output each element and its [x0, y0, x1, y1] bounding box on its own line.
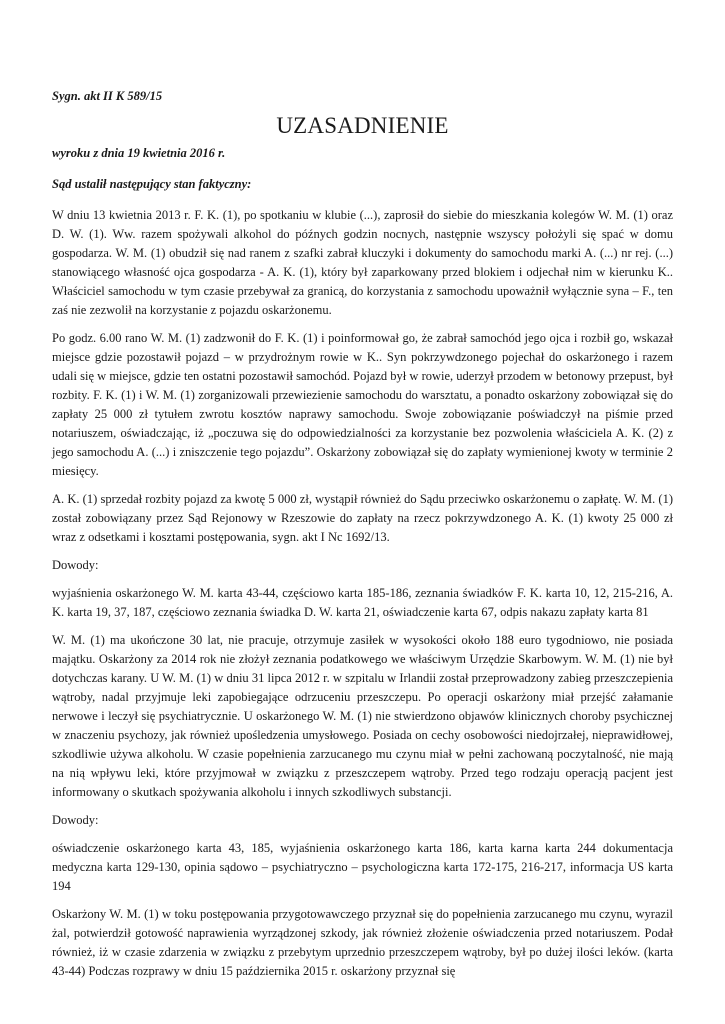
- paragraph-defendant: W. M. (1) ma ukończone 30 lat, nie pracuje, otrzymuje zasiłek w wysokości około 188 euro tygodniowo, nie posiada majątku. Oskarżony za 2014 rok nie złożył zeznania podatkowego we właściwym Urzędzie Skarbowym. W. M. (1) nie był dotychczas karany. U W. M. (1) w dniu 31 lipca 2012 r. w szpitalu w Irlandii został przeprowadzony zabieg przeszczepienia wątroby, nadal przyjmuje leki zapobiegające odrzuceniu przeszczepu. Po operacji oskarżony miał przejść załamanie nerwowe i leczył się psychiatrycznie. U oskarżonego W. M. (1) nie stwierdzono objawów klinicznych choroby psychicznej w znaczeniu psychozy, jak również upośledzenia umysłowego. Posiada on cechy osobowości niedojrzałej, nieprawidłowej, szkodliwie używa alkoholu. W czasie popełnienia zarzucanego mu czynu miał w pełni zachowaną poczytalność, nie mają na nią wpływu leki, które przyjmował w związku z przeszczepem wątroby. Przed tego rodzaju operacją pacjent jest informowany o skutkach spożywania alkoholu i innych szkodliwych substancji.: [52, 633, 673, 799]
- document-page: [52, 87, 673, 990]
- section-heading: Sąd ustalił następujący stan faktyczny:: [52, 177, 252, 191]
- case-signature: Sygn. akt II K 589/15: [52, 89, 163, 103]
- paragraph-facts-3: A. K. (1) sprzedał rozbity pojazd za kwotę 5 000 zł, wystąpił również do Sądu przeciwko oskarżonemu o zapłatę. W. M. (1) został zobowiązany przez Sąd Rejonowy w Rzeszowie do zapłaty na rzecz pokrzywdzonego A. K. (1) kwoty 25 000 zł wraz z odsetkami i kosztami postępowania, sygn. akt I Nc 1692/13.: [52, 492, 673, 544]
- document-title: UZASADNIENIE: [276, 113, 449, 138]
- evidence-list-2: oświadczenie oskarżonego karta 43, 185, wyjaśnienia oskarżonego karta 186, karta karna karta 244 dokumentacja medyczna karta 129-130, opinia sądowo – psychiatryczno – psychologiczna karta 172-175, 216-217, informacja US karta 194: [52, 841, 673, 893]
- judgment-date: wyroku z dnia 19 kwietnia 2016 r.: [52, 146, 226, 160]
- paragraph-plea: Oskarżony W. M. (1) w toku postępowania przygotowawczego przyznał się do popełnienia zarzucanego mu czynu, wyrazil żal, potwierdził gotowość naprawienia wyrządzonej szkody, jak również złożenie oświadczenia przed notariuszem. Podał również, iż w czasie zdarzenia w związku z przebytym uprzednio przeszczepem wątroby, był po dużej ilości leków. (karta 43-44) Podczas rozprawy w dniu 15 października 2015 r. oskarżony przyznał się: [52, 907, 673, 978]
- paragraph-facts-1: W dniu 13 kwietnia 2013 r. F. K. (1), po spotkaniu w klubie (...), zaprosił do siebie do mieszkania kolegów W. M. (1) oraz D. W. (1). Ww. razem spożywali alkohol do późnych godzin nocnych, następnie wszyscy położyli się spać w domu gospodarza. W. M. (1) obudził się nad ranem z szafki zabrał kluczyki i dokumenty do samochodu marki A. (...) nr rej. (...) stanowiącego własność ojca gospodarza - A. K. (1), który był zaparkowany przed blokiem i odjechał nim w kierunku K.. Właściciel samochodu w tym czasie przebywał za granicą, do korzystania z samochodu upoważnił wyłącznie syna – F., ten zaś nie zezwolił na korzystanie z pojazdu oskarżonemu.: [52, 208, 673, 317]
- evidence-list-1: wyjaśnienia oskarżonego W. M. karta 43-44, częściowo karta 185-186, zeznania świadków F. K. karta 10, 12, 215-216, A. K. karta 19, 37, 187, częściowo zeznania świadka D. W. karta 21, oświadczenie karta 67, odpis nakazu zapłaty karta 81: [52, 586, 673, 619]
- paragraph-facts-2: Po godz. 6.00 rano W. M. (1) zadzwonił do F. K. (1) i poinformował go, że zabrał samochód jego ojca i rozbił go, wskazał miejsce gdzie pozostawił pojazd – w przydrożnym rowie w K.. Syn pokrzywdzonego pojechał do oskarżonego i razem udali się w miejsce, gdzie ten ostatni pozostawił samochód. Pojazd był w rowie, uderzył przodem w betonowy przepust, był rozbity. F. K. (1) i W. M. (1) zorganizowali przewiezienie samochodu do warsztatu, a ponadto oskarżony zobowiązał się do zapłaty 25 000 zł tytułem zwrotu kosztów naprawy samochodu. Swoje zobowiązanie poświadczył na piśmie przed notariuszem, oświadczając, iż „poczuwa się do odpowiedzialności za korzystanie bez pozwolenia właściciela A. K. (2) z jego samochodu A. (...) i zniszczenie tego pojazdu”. Oskarżony zobowiązał się do zapłaty wymienionej kwoty w terminie 2 miesięcy.: [52, 331, 673, 478]
- evidence-label: Dowody:: [52, 813, 99, 827]
- evidence-label: Dowody:: [52, 558, 99, 572]
